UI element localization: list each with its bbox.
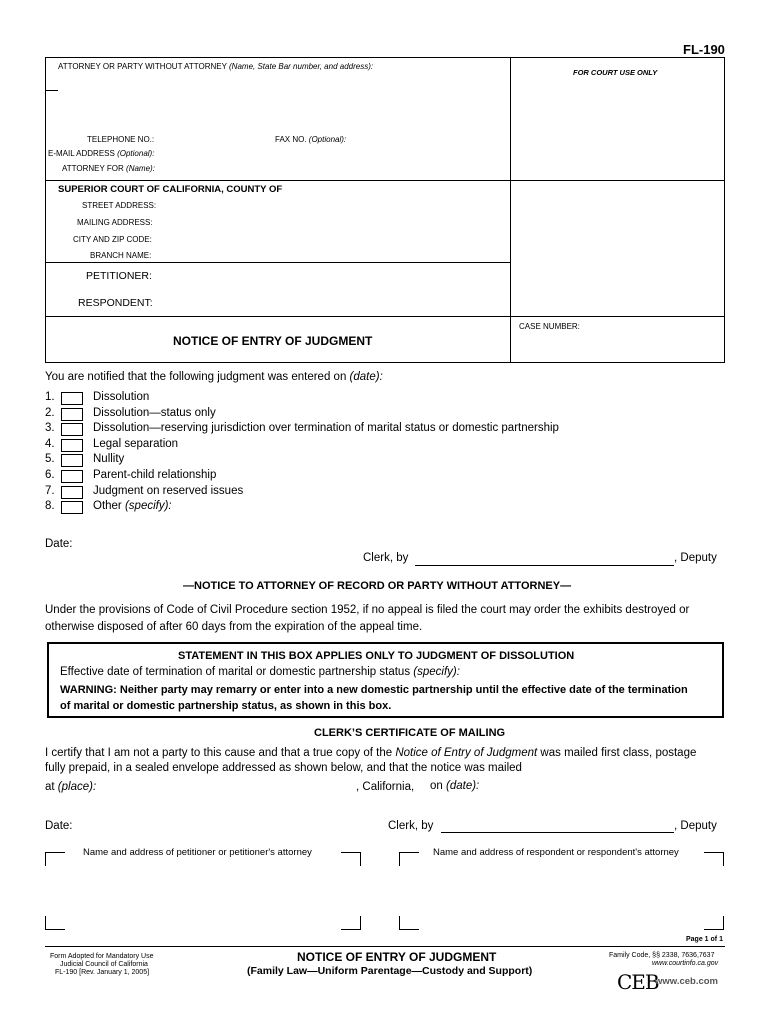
item-label-text: Dissolution—status only — [93, 407, 216, 419]
item-label-text: Nullity — [93, 453, 125, 465]
court-title: SUPERIOR COURT OF CALIFORNIA, COUNTY OF — [58, 184, 283, 195]
effective-date-hint: (specify): — [413, 666, 460, 678]
mail-clerk-signature-line[interactable] — [441, 832, 674, 833]
certificate-line-2: fully prepaid, in a sealed envelope addressed as shown below, and that the notice was mailed — [45, 762, 522, 774]
caption-box — [45, 57, 725, 363]
attorney-for-hint: (Name): — [126, 164, 155, 173]
attorney-label-text: ATTORNEY OR PARTY WITHOUT ATTORNEY — [58, 62, 227, 71]
court-use-label: FOR COURT USE ONLY — [573, 68, 658, 77]
respondent-address-corner-br — [704, 916, 724, 930]
warning-line-1: WARNING: Neither party may remarry or enter into a new domestic partnership until the effective date of the termination — [60, 684, 688, 696]
certificate-heading: CLERK’S CERTIFICATE OF MAILING — [314, 727, 506, 739]
form-id: FL-190 — [683, 42, 725, 57]
item-checkbox[interactable] — [61, 454, 83, 467]
item-label — [93, 453, 124, 465]
mail-date-label — [430, 780, 479, 792]
place-at: at — [45, 781, 55, 793]
item-number: 4. — [45, 438, 55, 450]
adopted-line-1: Form Adopted for Mandatory Use — [50, 953, 154, 960]
telephone-label: TELEPHONE NO.: — [87, 135, 155, 144]
court-use-divider — [510, 57, 511, 181]
attorney-section-bottom — [45, 180, 725, 181]
certificate-line-1b: was mailed first class, postage — [540, 747, 697, 759]
california-label: , California, — [356, 781, 415, 793]
item-label — [93, 438, 178, 450]
item-label-text: Dissolution — [93, 391, 150, 403]
petitioner-address-corner-tr — [341, 852, 361, 866]
item-label — [93, 422, 559, 434]
notice-heading: —NOTICE TO ATTORNEY OF RECORD OR PARTY WITHOUT ATTORNEY— — [183, 580, 572, 592]
item-label-text: Legal separation — [93, 438, 179, 450]
item-number: 7. — [45, 485, 55, 497]
respondent-address-label: Name and address of respondent or respondent's attorney — [433, 847, 679, 858]
mail-deputy-label: , Deputy — [674, 820, 717, 832]
branch-name-label: BRANCH NAME: — [90, 251, 152, 260]
item-checkbox[interactable] — [61, 423, 83, 436]
mail-date-on: on — [430, 780, 443, 792]
item-label-text: Other — [93, 500, 122, 512]
clerk-signature-line[interactable] — [415, 565, 674, 566]
fax-label-hint: (Optional): — [308, 135, 347, 144]
email-label-hint: (Optional): — [117, 149, 155, 158]
certificate-line-1 — [45, 747, 696, 759]
mail-date-hint: (date): — [446, 780, 480, 792]
place-label — [45, 781, 96, 793]
statement-heading: STATEMENT IN THIS BOX APPLIES ONLY TO JUDGMENT OF DISSOLUTION — [178, 650, 575, 662]
petitioner-address-corner-br — [341, 916, 361, 930]
item-number: 2. — [45, 407, 55, 419]
footer-title: NOTICE OF ENTRY OF JUDGMENT — [297, 950, 497, 964]
email-label — [48, 149, 154, 158]
petitioner-address-label: Name and address of petitioner or petitioner's attorney — [83, 847, 312, 858]
item-number: 6. — [45, 469, 55, 481]
case-number-label: CASE NUMBER: — [519, 322, 580, 331]
street-address-label: STREET ADDRESS: — [82, 201, 157, 210]
parties-section-bottom — [45, 316, 725, 317]
adopted-line-3: FL-190 [Rev. January 1, 2005] — [55, 969, 150, 976]
item-checkbox[interactable] — [61, 501, 83, 514]
court-section-bottom — [45, 262, 511, 263]
item-number: 3. — [45, 422, 55, 434]
intro-date-hint: (date): — [349, 371, 383, 383]
place-hint: (place): — [57, 781, 97, 793]
mail-clerk-by-label: Clerk, by — [388, 820, 434, 832]
date-label: Date: — [45, 538, 73, 550]
respondent-address-corner-tr — [704, 852, 724, 866]
petitioner-address-corner-tl — [45, 852, 65, 866]
petitioner-address-corner-bl — [45, 916, 65, 930]
item-number: 8. — [45, 500, 55, 512]
deputy-label: , Deputy — [674, 552, 717, 564]
item-label — [93, 407, 216, 419]
item-label — [93, 485, 243, 497]
case-number-divider — [510, 180, 511, 363]
form-title: NOTICE OF ENTRY OF JUDGMENT — [173, 334, 373, 348]
item-label — [93, 391, 149, 403]
warning-line-2: of marital or domestic partnership status, as shown in this box. — [60, 700, 392, 712]
item-label-text: Dissolution—reserving jurisdiction over termination of marital status or domestic partnership — [93, 422, 559, 434]
fax-label — [275, 135, 346, 144]
intro-text — [45, 371, 383, 383]
mailing-address-label: MAILING ADDRESS: — [77, 218, 153, 227]
respondent-label: RESPONDENT: — [78, 297, 153, 309]
item-label-text: Judgment on reserved issues — [93, 485, 244, 497]
petitioner-label: PETITIONER: — [86, 270, 152, 282]
item-label — [93, 500, 172, 512]
item-label-text: Parent-child relationship — [93, 469, 217, 481]
certificate-line-1-title: Notice of Entry of Judgment — [395, 747, 538, 759]
attorney-for-label — [62, 164, 155, 173]
courtinfo-site: www.courtinfo.ca.gov — [652, 960, 719, 967]
effective-date-text — [60, 666, 460, 678]
family-code-ref: Family Code, §§ 2338, 7636,7637 — [609, 952, 715, 959]
intro-text-main: You are notified that the following judgment was entered on — [45, 371, 347, 383]
item-checkbox[interactable] — [61, 470, 83, 483]
page-number: Page 1 of 1 — [686, 936, 723, 943]
attorney-for-text: ATTORNEY FOR — [62, 164, 124, 173]
item-number: 1. — [45, 391, 55, 403]
notice-line-1: Under the provisions of Code of Civil Procedure section 1952, if no appeal is filed the court may order the exhibits destroyed or — [45, 604, 690, 616]
mail-date-field-label: Date: — [45, 820, 73, 832]
effective-date-main: Effective date of termination of marital or domestic partnership status — [60, 666, 411, 678]
notice-line-2: otherwise disposed of after 60 days from the expiration of the appeal time. — [45, 621, 423, 633]
certificate-line-1a: I certify that I am not a party to this cause and that a true copy of the — [45, 747, 393, 759]
item-number: 5. — [45, 453, 55, 465]
attorney-label — [58, 62, 373, 71]
item-label — [93, 469, 216, 481]
item-checkbox[interactable] — [61, 408, 83, 421]
footer-rule — [45, 946, 725, 947]
email-label-text: E-MAIL ADDRESS — [48, 149, 115, 158]
adopted-line-2: Judicial Council of California — [60, 961, 148, 968]
respondent-address-corner-bl — [399, 916, 419, 930]
attorney-label-hint: (Name, State Bar number, and address): — [229, 62, 374, 71]
footer-subtitle: (Family Law—Uniform Parentage—Custody and Support) — [247, 965, 533, 977]
ceb-site: www.ceb.com — [655, 976, 718, 987]
item-checkbox[interactable] — [61, 392, 83, 405]
fax-label-text: FAX NO. — [275, 135, 307, 144]
item-label-hint: (specify): — [124, 500, 172, 512]
item-checkbox[interactable] — [61, 486, 83, 499]
clerk-by-label: Clerk, by — [363, 552, 409, 564]
ceb-logo: CEB — [617, 970, 659, 994]
respondent-address-corner-tl — [399, 852, 419, 866]
attorney-tick — [46, 90, 58, 91]
item-checkbox[interactable] — [61, 439, 83, 452]
city-zip-label: CITY AND ZIP CODE: — [73, 235, 152, 244]
